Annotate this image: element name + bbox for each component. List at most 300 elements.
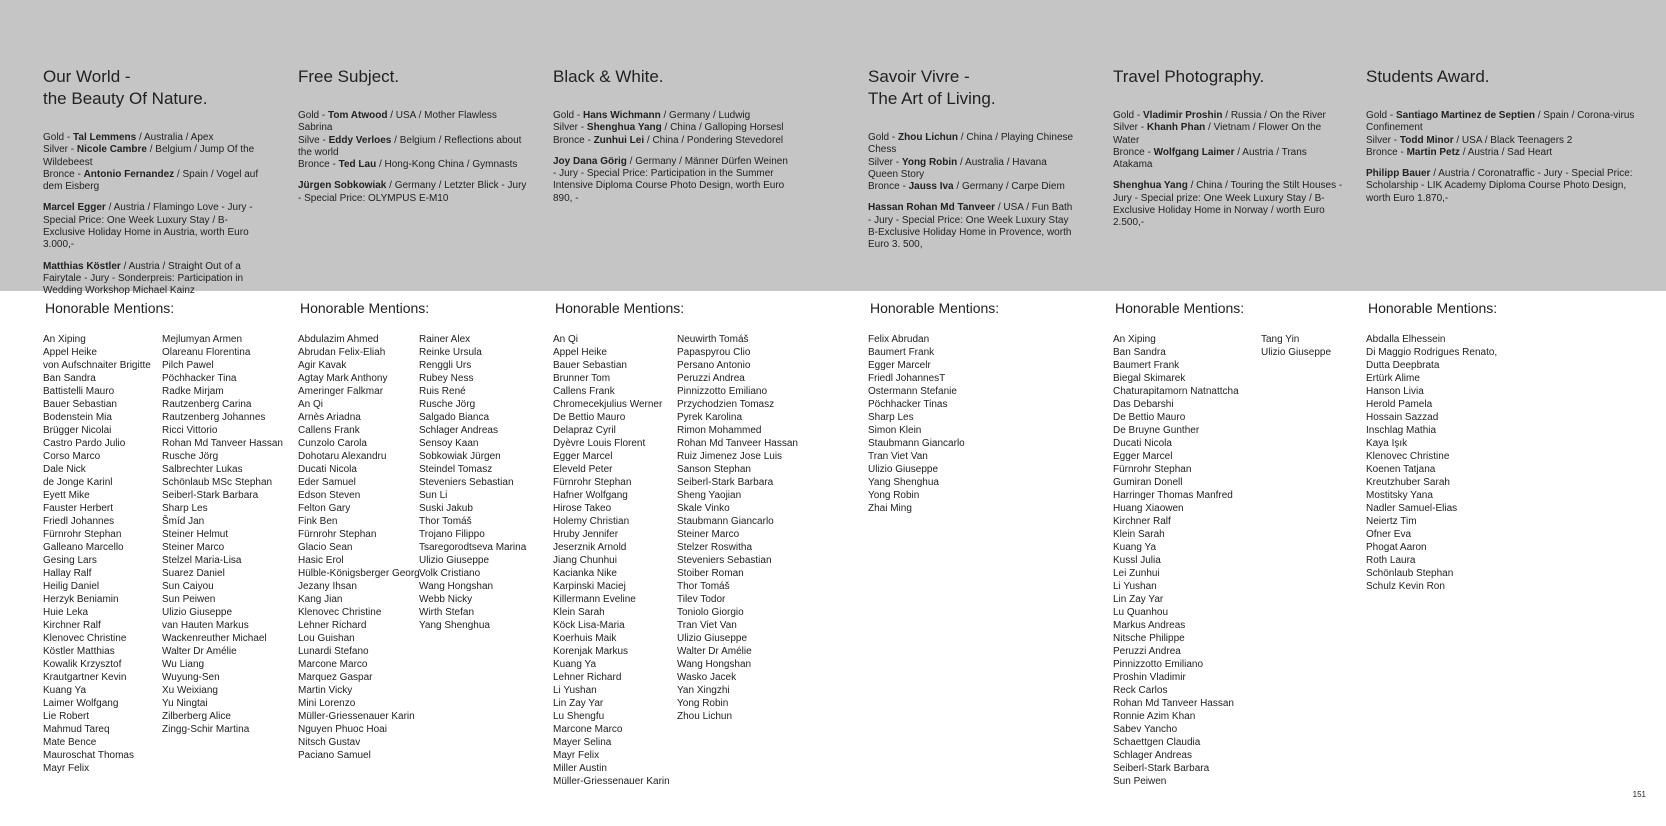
honorable-mention-name: Hallay Ralf	[43, 568, 92, 579]
honorable-mention-name: Laimer Wolfgang	[43, 698, 119, 709]
honorable-mention-name: Seiberl-Stark Barbara	[162, 490, 259, 501]
winner-name: Eddy Verloes	[328, 134, 392, 146]
honorable-mention-name: Ameringer Falkmar	[298, 386, 384, 397]
winner-rank: Silver -	[43, 144, 77, 156]
honorable-mention-name: Arnès Ariadna	[298, 412, 361, 423]
honorable-mention-name: Schönlaub MSc Stephan	[162, 477, 273, 488]
honorable-mention-name: Skale Vinko	[677, 503, 730, 514]
winner-entry	[1113, 180, 1348, 229]
winner-details: / China / Playing Chinese Chess	[868, 132, 1074, 156]
honorable-mention-name: Fürnrohr Stephan	[1113, 464, 1192, 475]
winners-list	[1366, 110, 1636, 205]
honorable-mention-name: Marcone Marco	[553, 724, 623, 735]
honorable-mention-name: Sun Peiwen	[1113, 776, 1167, 787]
winner-name: Philipp Bauer	[1366, 168, 1431, 180]
honorable-mention-name: Suarez Daniel	[162, 568, 225, 579]
winner-name: Antonio Fernandez	[83, 168, 175, 180]
honorable-mention-name: Simon Klein	[868, 425, 922, 436]
honorable-mention-name: Klenovec Christine	[298, 607, 382, 618]
honorable-mention-name: Tran Viet Van	[677, 620, 737, 631]
winner-entry	[1113, 110, 1348, 122]
winner-entry	[1113, 122, 1348, 147]
winner-entry	[43, 261, 268, 298]
honorable-mention-name: Seiberl-Stark Barbara	[677, 477, 774, 488]
honorable-mention-name: Yan Xingzhi	[677, 685, 730, 696]
honorable-mention-name: Sun Peiwen	[162, 594, 216, 605]
honorable-mention-name: Galleano Marcello	[43, 542, 124, 553]
honorable-mention-name: Miller Austin	[553, 763, 607, 774]
honorable-mention-name: de Jonge Karinl	[43, 477, 113, 488]
honorable-mention-name: Baumert Frank	[1113, 360, 1180, 371]
honorable-mention-name: Klein Sarah	[553, 607, 605, 618]
honorable-mention-name: An Qi	[553, 334, 579, 345]
winners-list	[1113, 110, 1348, 230]
honorable-mention-name: Kang Jian	[298, 594, 343, 605]
honorable-mention-name: Sharp Les	[868, 412, 914, 423]
winner-details: / Austria / Straight Out of a Fairytale - Jury - Sonderpreis: Participation in Wedding Workshop Michael Kainz	[43, 260, 244, 297]
honorable-mention-name: Salbrechter Lukas	[162, 464, 243, 475]
honorable-mention-name: Phogat Aaron	[1366, 542, 1427, 553]
winner-entry	[868, 157, 1078, 182]
honorable-mention-name: Kuang Ya	[553, 659, 597, 670]
honorable-mention-name: Huang Xiaowen	[1113, 503, 1184, 514]
honorable-mention-name: Zilberberg Alice	[162, 711, 231, 722]
winners-list	[868, 132, 1078, 252]
winner-details: / Belgium / Jump Of the Wildebeest	[43, 144, 255, 168]
honorable-mention-name: Rusche Jörg	[419, 399, 476, 410]
winner-name: Shenghua Yang	[1113, 180, 1188, 192]
honorable-mention-name: Killermann Eveline	[553, 594, 636, 605]
honorable-mention-name: Yong Robin	[868, 490, 920, 501]
honorable-mention-name: Pyrek Karolina	[677, 412, 743, 423]
honorable-mention-name: Walter Dr Amélie	[162, 646, 237, 657]
honorable-mention-name: Ulizio Giuseppe	[162, 607, 233, 618]
category-title-line: Black & White.	[553, 67, 664, 86]
honorable-mention-name: Steiner Marco	[677, 529, 740, 540]
honorable-mention-name: Wang Hongshan	[677, 659, 752, 670]
honorable-mention-name: Schönlaub Stephan	[1366, 568, 1454, 579]
winner-entry	[298, 135, 528, 160]
winner-entry	[868, 181, 1078, 193]
winner-rank: Silver -	[1366, 134, 1400, 146]
honorable-mention-name: Nitsche Philippe	[1113, 633, 1185, 644]
honorable-mention-name: Webb Nicky	[419, 594, 473, 605]
honorable-mention-name: Ulizio Giuseppe	[419, 555, 490, 566]
honorable-mention-name: De Bruyne Gunther	[1113, 425, 1200, 436]
honorable-mention-name: Proshin Vladimir	[1113, 672, 1186, 683]
honorable-mention-name: Sabev Yancho	[1113, 724, 1178, 735]
winner-name: Zhou Lichun	[898, 132, 959, 143]
winner-name: Nicole Cambre	[76, 144, 147, 156]
honorable-mention-name: Fauster Herbert	[43, 503, 114, 514]
winner-rank: Gold -	[553, 110, 584, 121]
honorable-mention-name: Ulizio Giuseppe	[1261, 347, 1332, 358]
honorable-mention-name: Staubmann Giancarlo	[677, 516, 774, 527]
honorable-mention-name: Marcone Marco	[298, 659, 368, 670]
honorable-mention-name: Klenovec Christine	[43, 633, 127, 644]
honorable-mention-name: Martin Vicky	[298, 685, 353, 696]
honorable-mention-name: Sharp Les	[162, 503, 208, 514]
winner-details: / Germany / Carpe Diem	[953, 181, 1065, 193]
honorable-mention-name: Sanson Stephan	[677, 464, 751, 475]
category-2	[298, 66, 528, 205]
winner-entry	[1366, 168, 1636, 205]
category-title	[868, 66, 1078, 110]
honorable-mention-name: Sheng Yaojian	[677, 490, 742, 501]
honorable-mention-name: Šmíd Jan	[162, 516, 205, 527]
honorable-mention-name: Pinnizzotto Emiliano	[677, 386, 768, 397]
honorable-mention-name: Schlager Andreas	[1113, 750, 1192, 761]
honorable-mention-name: Felix Abrudan	[868, 334, 930, 345]
winner-entry	[553, 156, 791, 205]
honorable-mention-name: Wirth Stefan	[419, 607, 475, 618]
honorable-mention-name: Peruzzi Andrea	[1113, 646, 1181, 657]
winner-name: Matthias Köstler	[43, 260, 121, 272]
honorable-mention-name: Tang Yin	[1261, 334, 1300, 345]
honorable-mention-name: Klein Sarah	[1113, 529, 1165, 540]
honorable-mention-name: Heilig Daniel	[43, 581, 100, 592]
honorable-mentions-list	[553, 333, 677, 788]
winner-rank: Bronce -	[43, 168, 84, 180]
honorable-mention-name: Egger Marcel	[1113, 451, 1173, 462]
honorable-mention-name: Biegal Skimarek	[1113, 373, 1186, 384]
honorable-mention-name: Lehner Richard	[553, 672, 622, 683]
honorable-mention-name: Tran Viet Van	[868, 451, 928, 462]
honorable-mention-name: Bauer Sebastian	[553, 360, 627, 371]
winner-rank: Gold -	[1366, 110, 1397, 121]
winner-name: Zunhui Lei	[593, 134, 645, 146]
honorable-mention-name: Kreutzhuber Sarah	[1366, 477, 1450, 488]
honorable-mention-name: Schlager Andreas	[419, 425, 498, 436]
winner-rank: Silver -	[1113, 122, 1147, 134]
honorable-mention-name: Trojano Filippo	[419, 529, 485, 540]
honorable-mention-name: Egger Marcelr	[868, 360, 931, 371]
category-title	[553, 66, 791, 88]
honorable-mentions-heading: Honorable Mentions:	[555, 300, 685, 316]
honorable-mention-name: Hülble-Königsberger Georg	[298, 568, 420, 579]
winner-details: / Belgium / Reflections about the world	[298, 134, 522, 158]
honorable-mention-name: Rusche Jörg	[162, 451, 219, 462]
honorable-mention-name: Olareanu Florentina	[162, 347, 251, 358]
honorable-mention-name: Thor Tomáš	[677, 581, 730, 592]
honorable-mention-name: An Xiping	[43, 334, 86, 345]
honorable-mention-name: An Qi	[298, 399, 324, 410]
honorable-mention-name: Herold Pamela	[1366, 399, 1433, 410]
honorable-mentions-heading: Honorable Mentions:	[45, 300, 175, 316]
honorable-mention-name: Yong Robin	[677, 698, 729, 709]
honorable-mention-name: Chromecekjulius Werner	[553, 399, 663, 410]
honorable-mentions-heading: Honorable Mentions:	[1368, 300, 1498, 316]
winner-details: / Hong-Kong China / Gymnasts	[376, 159, 518, 171]
winner-rank: Bronce -	[1113, 146, 1154, 158]
honorable-mention-name: Seiberl-Stark Barbara	[1113, 763, 1210, 774]
honorable-mention-name: Lu Shengfu	[553, 711, 605, 722]
honorable-mention-name: Mate Bence	[43, 737, 97, 748]
winner-entry	[1366, 110, 1636, 135]
honorable-mention-name: Kirchner Ralf	[43, 620, 101, 631]
honorable-mention-name: Steiner Helmut	[162, 529, 229, 540]
honorable-mention-name: Huie Leka	[43, 607, 89, 618]
category-3	[553, 66, 791, 205]
honorable-mention-name: Rautzenberg Johannes	[162, 412, 266, 423]
winner-entry	[1366, 147, 1636, 159]
winner-details: / Spain / Vogel auf dem Eisberg	[43, 168, 259, 193]
honorable-mention-name: Tilev Todor	[677, 594, 726, 605]
winner-rank: Gold -	[43, 132, 74, 143]
honorable-mention-name: Wuyung-Sen	[162, 672, 220, 683]
winner-name: Tal Lemmens	[73, 132, 137, 143]
honorable-mention-name: Ducati Nicola	[298, 464, 357, 475]
winner-entry	[43, 132, 268, 144]
honorable-mentions-list	[298, 333, 420, 762]
winner-name: Todd Minor	[1399, 134, 1454, 146]
honorable-mentions-list	[43, 333, 161, 775]
honorable-mention-name: Rohan Md Tanveer Hassan	[162, 438, 283, 449]
honorable-mention-name: Ronnie Azim Khan	[1113, 711, 1196, 722]
honorable-mention-name: Battistelli Mauro	[43, 386, 115, 397]
honorable-mention-name: Glacio Sean	[298, 542, 353, 553]
honorable-mention-name: Ostermann Stefanie	[868, 386, 957, 397]
honorable-mention-name: Xu Weixiang	[162, 685, 218, 696]
honorable-mentions-heading: Honorable Mentions:	[1115, 300, 1245, 316]
honorable-mention-name: Wackenreuther Michael	[162, 633, 267, 644]
honorable-mention-name: Steveniers Sebastian	[677, 555, 772, 566]
honorable-mentions-heading: Honorable Mentions:	[870, 300, 1000, 316]
winner-details: / Germany / Männer Dürfen Weinen - Jury - Special Price: Participation in the Summer Intensive Diploma Course Photo Design, worth Euro 890, -	[553, 155, 788, 204]
winner-details: / USA / Black Teenagers 2	[1453, 134, 1573, 146]
honorable-mention-name: Pöchhacker Tinas	[868, 399, 948, 410]
honorable-mention-name: Fürnrohr Stephan	[43, 529, 122, 540]
category-title-line: Travel Photography.	[1113, 67, 1265, 86]
honorable-mention-name: Nitsch Gustav	[298, 737, 361, 748]
winner-rank: Gold -	[1113, 110, 1144, 121]
winner-rank: Bronce -	[1366, 146, 1407, 158]
winner-name: Vladimir Proshin	[1143, 110, 1223, 121]
winner-details: / USA / Mother Flawless Sabrina	[298, 110, 497, 134]
honorable-mention-name: Appel Heike	[43, 347, 97, 358]
honorable-mention-name: Fink Ben	[298, 516, 338, 527]
honorable-mention-name: von Aufschnaiter Brigitte	[43, 360, 151, 371]
honorable-mention-name: Mayr Felix	[553, 750, 600, 761]
winner-entry	[1113, 147, 1348, 172]
honorable-mention-name: Felton Gary	[298, 503, 351, 514]
honorable-mention-name: Persano Antonio	[677, 360, 751, 371]
honorable-mention-name: Ulizio Giuseppe	[677, 633, 748, 644]
winner-rank: Gold -	[868, 132, 899, 143]
winner-entry	[553, 122, 791, 134]
honorable-mention-name: Hanson Livia	[1366, 386, 1424, 397]
honorable-mention-name: Lou Guishan	[298, 633, 355, 644]
winner-entry	[298, 110, 528, 135]
honorable-mention-name: Kowalik Krzysztof	[43, 659, 122, 670]
honorable-mention-name: Markus Andreas	[1113, 620, 1186, 631]
honorable-mention-name: Fürnrohr Stephan	[298, 529, 377, 540]
honorable-mention-name: Ruis René	[419, 386, 466, 397]
category-title-line: the Beauty Of Nature.	[43, 89, 208, 108]
honorable-mention-name: Ban Sandra	[43, 373, 96, 384]
honorable-mention-name: Mayr Felix	[43, 763, 90, 774]
honorable-mention-name: Appel Heike	[553, 347, 607, 358]
honorable-mention-name: Jeserznik Arnold	[553, 542, 627, 553]
honorable-mention-name: Schaettgen Claudia	[1113, 737, 1201, 748]
honorable-mention-name: Volk Cristiano	[419, 568, 481, 579]
winners-list	[553, 110, 791, 205]
honorable-mention-name: Hasic Erol	[298, 555, 344, 566]
honorable-mention-name: Brügger Nicolai	[43, 425, 112, 436]
honorable-mention-name: Agir Kavak	[298, 360, 347, 371]
winner-entry	[868, 202, 1078, 251]
winner-entry	[298, 159, 528, 171]
honorable-mention-name: Baumert Frank	[868, 347, 935, 358]
winner-entry	[43, 202, 268, 251]
honorable-mention-name: Harringer Thomas Manfred	[1113, 490, 1233, 501]
honorable-mention-name: Tsaregorodtseva Marina	[419, 542, 527, 553]
honorable-mentions-list	[868, 333, 1028, 515]
honorable-mention-name: Zhai Ming	[868, 503, 912, 514]
honorable-mention-name: Reck Carlos	[1113, 685, 1168, 696]
honorable-mention-name: Steveniers Sebastian	[419, 477, 514, 488]
honorable-mention-name: Jezany Ihsan	[298, 581, 357, 592]
winner-details: / Austria / Sad Heart	[1459, 146, 1553, 158]
honorable-mention-name: Mahmud Tareq	[43, 724, 110, 735]
honorable-mention-name: Salgado Bianca	[419, 412, 490, 423]
honorable-mention-name: De Bettio Mauro	[553, 412, 626, 423]
honorable-mention-name: Klenovec Christine	[1366, 451, 1450, 462]
honorable-mention-name: Zhou Lichun	[677, 711, 733, 722]
winner-rank: Gold -	[298, 110, 329, 121]
honorable-mention-name: Hruby Jennifer	[553, 529, 619, 540]
winner-details: / Austria / Coronatraffic - Jury - Special Price: Scholarship - LIK Academy Diploma Course Photo Design, worth Euro 1.870,-	[1366, 168, 1633, 204]
honorable-mention-name: Kirchner Ralf	[1113, 516, 1171, 527]
winner-name: Santiago Martinez de Septien	[1396, 110, 1535, 121]
honorable-mention-name: Kussl Julia	[1113, 555, 1161, 566]
winner-entry	[553, 135, 791, 147]
honorable-mention-name: Pinnizzotto Emiliano	[1113, 659, 1204, 670]
honorable-mention-name: Chaturapitamorn Natnattcha	[1113, 386, 1239, 397]
winner-details: / China / Galloping Horsesl	[661, 122, 784, 134]
winner-details: / Germany / Ludwig	[660, 110, 751, 121]
winner-entry	[553, 110, 791, 122]
honorable-mention-name: Di Maggio Rodrigues Renato,	[1366, 347, 1498, 358]
honorable-mention-name: Abdalla Elhessein	[1366, 334, 1446, 345]
honorable-mention-name: Lei Zunhui	[1113, 568, 1160, 579]
honorable-mention-name: Nguyen Phuoc Hoai	[298, 724, 387, 735]
winner-name: Marcel Egger	[43, 202, 106, 214]
page-number: 151	[1632, 790, 1646, 799]
honorable-mention-name: Zingg-Schir Martina	[162, 724, 250, 735]
winner-details: / Germany / Letzter Blick - Jury - Special Price: OLYMPUS E-M10	[298, 180, 527, 204]
honorable-mention-name: Wasko Jacek	[677, 672, 737, 683]
honorable-mention-name: Lehner Richard	[298, 620, 367, 631]
honorable-mention-name: Suski Jakub	[419, 503, 473, 514]
honorable-mention-name: Schulz Kevin Ron	[1366, 581, 1445, 592]
winner-details: / Spain / Corona-virus Confinement	[1366, 110, 1635, 134]
honorable-mention-name: Neuwirth Tomáš	[677, 334, 749, 345]
honorable-mention-name: Kacianka Nike	[553, 568, 617, 579]
honorable-mention-name: Mauroschat Thomas	[43, 750, 134, 761]
honorable-mention-name: Cunzolo Carola	[298, 438, 367, 449]
honorable-mention-name: Delapraz Cyril	[553, 425, 616, 436]
category-4	[868, 66, 1078, 252]
honorable-mention-name: Ofner Eva	[1366, 529, 1412, 540]
honorable-mention-name: Rohan Md Tanveer Hassan	[1113, 698, 1234, 709]
honorable-mention-name: Wu Liang	[162, 659, 205, 670]
honorable-mention-name: Brunner Tom	[553, 373, 611, 384]
honorable-mention-name: Castro Pardo Julio	[43, 438, 126, 449]
honorable-mention-name: Egger Marcel	[553, 451, 613, 462]
winner-details: / Austria / Flamingo Love - Jury - Special Price: One Week Luxury Stay / B-Exclusive Holiday Home in Austria, worth Euro 3.000,-	[43, 202, 253, 251]
honorable-mention-name: Rohan Md Tanveer Hassan	[677, 438, 798, 449]
honorable-mention-name: Rimon Mohammed	[677, 425, 762, 436]
honorable-mention-name: Gesing Lars	[43, 555, 97, 566]
winner-details: / Australia / Apex	[136, 132, 214, 143]
category-title-line: Free Subject.	[298, 67, 400, 86]
honorable-mention-name: Lu Quanhou	[1113, 607, 1169, 618]
honorable-mention-name: Korenjak Markus	[553, 646, 629, 657]
winner-entry	[868, 132, 1078, 157]
winner-rank: Bronce -	[868, 181, 909, 193]
honorable-mention-name: Eleveld Peter	[553, 464, 613, 475]
winners-list	[298, 110, 528, 205]
honorable-mention-name: Pilch Pawel	[162, 360, 214, 371]
honorable-mention-name: Sobkowiak Jürgen	[419, 451, 501, 462]
honorable-mention-name: Mostitsky Yana	[1366, 490, 1433, 501]
honorable-mention-name: Bauer Sebastian	[43, 399, 117, 410]
honorable-mention-name: Krautgartner Kevin	[43, 672, 127, 683]
honorable-mention-name: Abrudan Felix-Eliah	[298, 347, 386, 358]
honorable-mention-name: Nadler Samuel-Elias	[1366, 503, 1458, 514]
winner-name: Jauss Iva	[908, 181, 954, 193]
honorable-mention-name: Stoiber Roman	[677, 568, 744, 579]
honorable-mention-name: Dohotaru Alexandru	[298, 451, 387, 462]
winner-rank: Silver -	[868, 156, 902, 168]
winner-entry	[1366, 135, 1636, 147]
honorable-mention-name: An Xiping	[1113, 334, 1156, 345]
category-6	[1366, 66, 1636, 205]
honorable-mention-name: Kaya Işık	[1366, 438, 1408, 449]
category-title-line: The Art of Living.	[868, 89, 996, 108]
honorable-mention-name: Eyett Mike	[43, 490, 90, 501]
honorable-mention-name: Lin Zay Yar	[553, 698, 604, 709]
winner-name: Hassan Rohan Md Tanveer	[868, 202, 996, 214]
category-5	[1113, 66, 1348, 230]
honorable-mention-name: Renggli Urs	[419, 360, 472, 371]
category-title-line: Students Award.	[1366, 67, 1490, 86]
winner-rank: Silve -	[298, 134, 329, 146]
honorable-mention-name: Ruiz Jimenez Jose Luis	[677, 451, 783, 462]
honorable-mention-name: Köstler Matthias	[43, 646, 115, 657]
honorable-mention-name: Hirose Takeo	[553, 503, 612, 514]
winner-details: / China / Touring the Stilt Houses - Jury - Special prize: One Week Luxury Stay / B-Exclusive Holiday Home in Norway / worth Euro 2.500,-	[1113, 180, 1343, 229]
honorable-mentions-list	[1113, 333, 1263, 788]
honorable-mention-name: Callens Frank	[298, 425, 360, 436]
honorable-mention-name: Ducati Nicola	[1113, 438, 1172, 449]
honorable-mentions-list	[419, 333, 537, 632]
honorable-mention-name: Abdulazim Ahmed	[298, 334, 379, 345]
honorable-mention-name: Friedl Johannes	[43, 516, 115, 527]
honorable-mention-name: Rautzenberg Carina	[162, 399, 252, 410]
winner-details: / USA / Fun Bath - Jury - Special Price: One Week Luxury Stay B-Exclusive Holiday Home in Provence, worth Euro 3. 500,	[868, 202, 1073, 251]
honorable-mention-name: Kuang Ya	[1113, 542, 1157, 553]
honorable-mention-name: De Bettio Mauro	[1113, 412, 1186, 423]
honorable-mention-name: Yang Shenghua	[868, 477, 939, 488]
honorable-mention-name: Stelzel Maria-Lisa	[162, 555, 242, 566]
winner-details: / Russia / On the River	[1222, 110, 1326, 121]
category-1	[43, 66, 268, 298]
honorable-mention-name: Radke Mirjam	[162, 386, 224, 397]
honorable-mention-name: Köck Lisa-Maria	[553, 620, 625, 631]
honorable-mention-name: Müller-Griessenauer Karin	[553, 776, 670, 787]
